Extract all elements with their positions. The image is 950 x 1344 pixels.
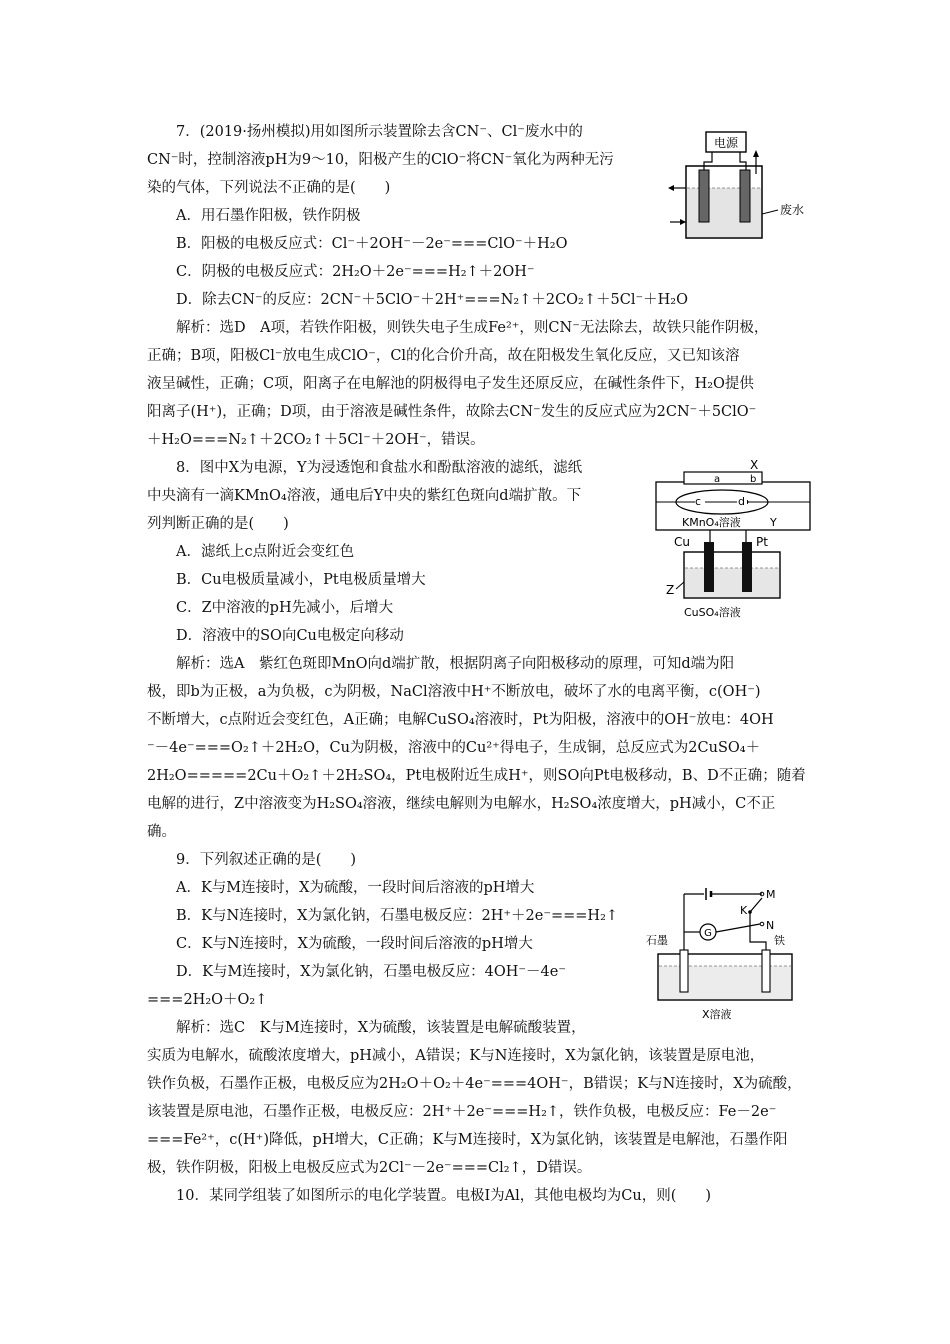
q10-stem-line-1: 10．某同学组装了如图所示的电化学装置。电极Ⅰ为Al，其他电极均为Cu，则( ) (176, 1188, 712, 1204)
d-label: d (738, 495, 745, 508)
q8-analysis-line-2: 极，即b为正极，a为负极，c为阴极，NaCl溶液中H⁺不断放电，破坏了水的电离平衡，c(OH⁻) (147, 684, 761, 700)
q7-stem-line-3: 染的气体，下列说法不正确的是( ) (147, 180, 391, 196)
wire-right (740, 152, 746, 172)
g-label: G (704, 928, 712, 939)
a-label: a (714, 474, 721, 485)
pt-electrode (742, 542, 752, 592)
q9-option-c: C．K与N连接时，X为硫酸，一段时间后溶液的pH增大 (176, 936, 533, 952)
cuso4-solution (685, 568, 779, 597)
b-label: b (750, 474, 757, 485)
q7-analysis-line-2: 正确；B项，阳极Cl⁻放电生成ClO⁻，Cl的化合价升高，故在阳极发生氧化反应，又已知该溶 (147, 348, 740, 364)
q7-stem-line-1: 7．(2019·扬州模拟)用如图所示装置除去含CN⁻、Cl⁻废水中的 (176, 124, 583, 140)
q7-analysis-line-3: 液呈碱性，正确；C项，阳离子在电解池的阴极得电子发生还原反应，在碱性条件下，H₂O提供 (147, 376, 754, 392)
z-label: Z (666, 583, 675, 597)
x-label: X (750, 458, 759, 472)
q9-option-b: B．K与N连接时，X为氯化钠，石墨电极反应：2H⁺＋2e⁻===H₂↑ (176, 908, 619, 924)
q9-option-d-line-2: ===2H₂O＋O₂↑ (147, 992, 268, 1008)
left-electrode (699, 170, 709, 222)
k-label: K (740, 904, 748, 917)
n-label: N (766, 919, 775, 932)
y-label: Y (770, 516, 777, 529)
q9-option-a: A．K与M连接时，X为硫酸，一段时间后溶液的pH增大 (176, 880, 535, 896)
q8-option-a: A．滤纸上c点附近会变红色 (176, 544, 355, 560)
q8-stem-line-3: 列判断正确的是( ) (147, 516, 289, 532)
right-electrode (740, 170, 750, 222)
q7-figure (668, 128, 828, 248)
q8-stem-line-1: 8．图中X为电源，Y为浸透饱和食盐水和酚酞溶液的滤纸，滤纸 (176, 460, 583, 476)
q7-analysis-line-1: 解析：选D A项，若铁作阳极，则铁失电子生成Fe²⁺，则CN⁻无法除去，故铁只能作阴极， (176, 320, 769, 336)
x-solution (659, 966, 791, 999)
q9-analysis-line-5: ===Fe²⁺，c(H⁺)降低，pH增大，C正确；K与M连接时，X为氯化钠，该装置是电解池，石墨作阳 (147, 1132, 788, 1148)
switch-k (750, 898, 762, 912)
gas-arrow-head (753, 150, 759, 157)
q7-option-c: C．阴极的电极反应式：2H₂O＋2e⁻===H₂↑＋2OH⁻ (176, 264, 535, 280)
pt-label: Pt (756, 535, 768, 549)
q8-analysis-line-4: ⁻－4e⁻===O₂↑＋2H₂O，Cu为阴极，溶液中的Cu²⁺得电子，生成铜，总反应式为2CuSO₄＋ (147, 740, 761, 756)
q9-analysis-line-2: 实质为电解水，硫酸浓度增大，pH减小，A错误；K与N连接时，X为氯化钠，该装置是原电池， (147, 1048, 765, 1064)
q9-analysis-line-1: 解析：选C K与M连接时，X为硫酸，该装置是电解硫酸装置， (176, 1020, 586, 1036)
kmno4-label: KMnO₄溶液 (682, 516, 741, 529)
q7-stem-line-2: CN⁻时，控制溶液pH为9～10，阳极产生的ClO⁻将CN⁻氧化为两种无污 (147, 152, 614, 168)
iron-label: 铁 (774, 934, 785, 947)
power-label: 电源 (713, 136, 739, 150)
q9-stem-line-1: 9．下列叙述正确的是( ) (176, 852, 357, 868)
q9-option-d-line-1: D．K与M连接时，X为氯化钠，石墨电极反应：4OH⁻－4e⁻ (176, 964, 566, 980)
q7-option-d: D．除去CN⁻的反应：2CN⁻＋5ClO⁻＋2H⁺===N₂↑＋2CO₂↑＋5Cl⁻＋H₂O (176, 292, 688, 308)
q8-option-b: B．Cu电极质量减小，Pt电极质量增大 (176, 572, 426, 588)
iron-electrode (762, 950, 770, 992)
water-label: 废水 (780, 203, 805, 217)
q9-analysis-line-4: 该装置是原电池，石墨作正极，电极反应：2H⁺＋2e⁻===H₂↑，铁作负极，电极反应：Fe－2e⁻ (147, 1104, 777, 1120)
q8-option-d: D．溶液中的SO向Cu电极定向移动 (176, 628, 404, 644)
cu-label: Cu (674, 535, 690, 549)
q8-option-c: C．Z中溶液的pH先减小，后增大 (176, 600, 394, 616)
graphite-electrode (680, 950, 688, 992)
x-solution-label: X溶液 (702, 1008, 732, 1021)
q7-analysis-line-5: ＋H₂O===N₂↑＋2CO₂↑＋5Cl⁻＋2OH⁻，错误。 (147, 432, 485, 448)
c-label: c (695, 495, 702, 508)
cu-electrode (704, 542, 714, 592)
q8-analysis-line-7: 确。 (147, 824, 176, 840)
q9-analysis-line-3: 铁作负极，石墨作正极，电极反应为2H₂O＋O₂＋4e⁻===4OH⁻，B错误；K与N连接时，X为硫酸， (147, 1076, 802, 1092)
q7-analysis-line-4: 阳离子(H⁺)，正确；D项，由于溶液是碱性条件，故除去CN⁻发生的反应式应为2CN⁻＋5ClO⁻ (147, 404, 757, 420)
water-leader (762, 210, 778, 214)
wire-left (704, 152, 712, 172)
graphite-label: 石墨 (646, 934, 668, 947)
q8-analysis-line-6: 电解的进行，Z中溶液变为H₂SO₄溶液，继续电解则为电解水，H₂SO₄浓度增大，pH减小，C不正 (147, 796, 776, 812)
q8-analysis-line-3: 不断增大，c点附近会变红色，A正确；电解CuSO₄溶液时，Pt为阳极，溶液中的OH⁻放电：4OH (147, 712, 774, 728)
q9-figure (644, 878, 824, 1028)
cuso4-label: CuSO₄溶液 (684, 606, 741, 619)
q7-option-b: B．阳极的电极反应式：Cl⁻＋2OH⁻－2e⁻===ClO⁻＋H₂O (176, 236, 568, 252)
q8-analysis-line-5: 2H₂O=====2Cu＋O₂↑＋2H₂SO₄，Pt电极附近生成H⁺，则SO向Pt电极移动，B、D不正确；随着 (147, 768, 806, 784)
q9-analysis-line-6: 极，铁作阴极，阳极上电极反应式为2Cl⁻－2e⁻===Cl₂↑，D错误。 (147, 1160, 592, 1176)
m-label: M (766, 888, 776, 901)
q8-figure (654, 456, 816, 624)
q8-analysis-line-1: 解析：选A 紫红色斑即MnO向d端扩散，根据阴离子向阳极移动的原理，可知d端为阳 (176, 656, 735, 672)
q7-option-a: A．用石墨作阳极，铁作阴极 (176, 208, 361, 224)
q8-stem-line-2: 中央滴有一滴KMnO₄溶液，通电后Y中央的紫红色斑向d端扩散。下 (147, 488, 582, 504)
